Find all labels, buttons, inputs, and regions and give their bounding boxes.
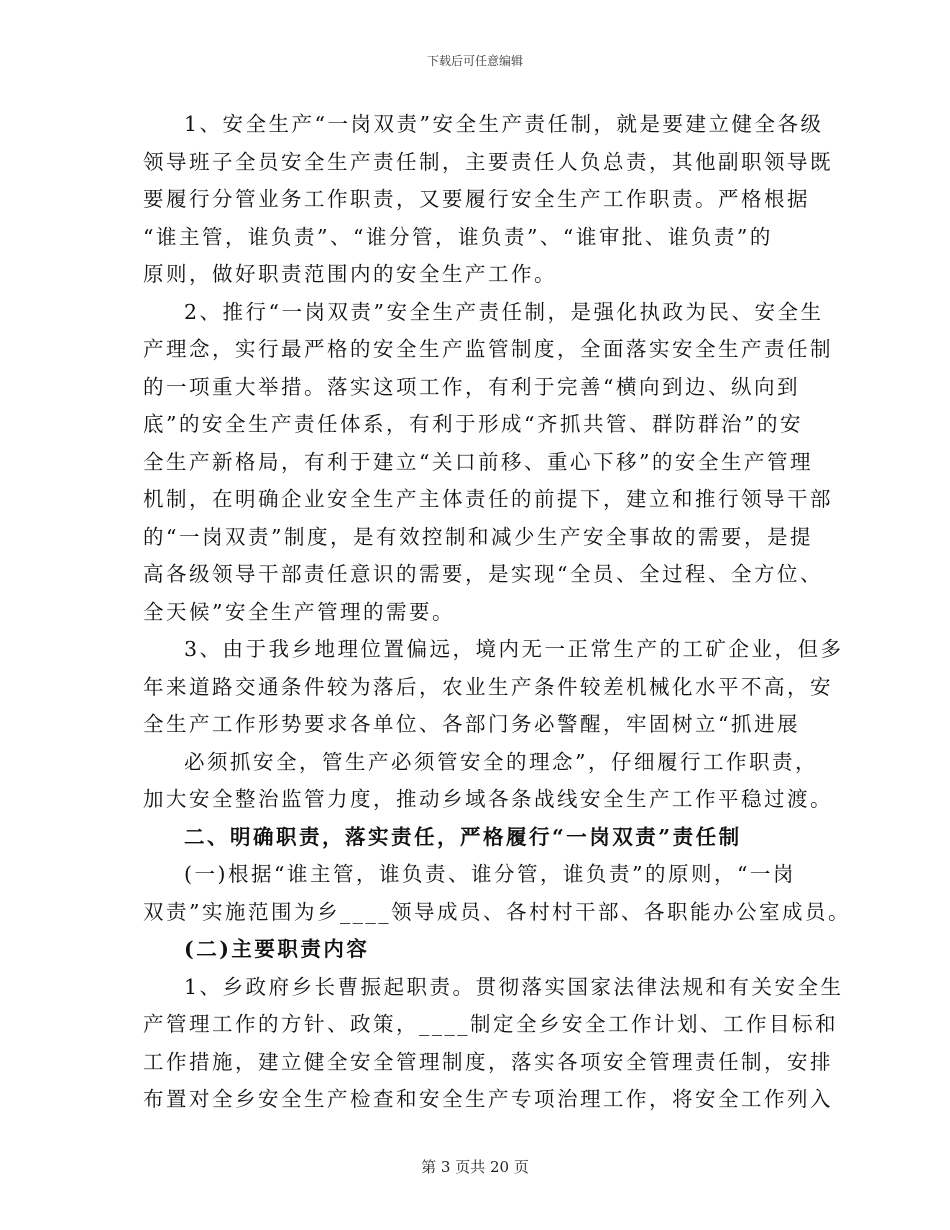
heading-line: 二、明确职责，落实责任，严格履行“一岗双责”责任制 [184, 824, 742, 849]
text-line: 领导班子全员安全生产责任制，主要责任人负总责，其他副职领导既 [143, 149, 833, 174]
text-line: 必须抓安全，管生产必须管安全的理念”，仔细履行工作职责， [184, 749, 818, 774]
paragraph-3 [143, 631, 844, 819]
section-heading [143, 819, 811, 857]
page-number: 第 3 页共 20 页 [421, 1158, 529, 1176]
text-line: 高各级领导干部责任意识的需要，是实现“全员、全过程、全方位、 [143, 562, 823, 586]
text-line: 布置对全乡安全生产检查和安全生产专项治理工作，将安全工作列入 [143, 1087, 833, 1111]
text-line: 的一项重大举措。落实这项工作，有利于完善“横向到边、纵向到 [143, 374, 800, 399]
paragraph-sub-1 [143, 856, 851, 931]
text-line: 3、由于我乡地理位置偏远，境内无一正常生产的工矿企业，但多 [184, 637, 844, 661]
text-line: 原则，做好职责范围内的安全生产工作。 [143, 262, 557, 286]
text-line: 全生产工作形势要求各单位、各部门务必警醒，牢固树立“抓进展 [143, 712, 800, 736]
text-line: 的“一岗双责”制度，是有效控制和减少生产安全事故的需要，是提 [143, 524, 813, 549]
text-line: 全生产新格局，有利于建立“关口前移、重心下移”的安全生产管理 [143, 449, 813, 474]
paragraph-duty-1 [143, 969, 844, 1119]
paragraph-2 [143, 294, 833, 632]
text-line: 1、乡政府乡长曹振起职责。贯彻落实国家法律法规和有关安全生 [184, 974, 844, 999]
text-line: 要履行分管业务工作职责，又要履行安全生产工作职责。严格根据 [143, 187, 810, 211]
text-line: 底”的安全生产责任体系，有利于形成“齐抓共管、群防群治”的安 [143, 412, 803, 436]
text-line: 全天候”安全生产管理的需要。 [143, 599, 455, 624]
paragraph-1 [143, 106, 833, 294]
heading-line: (二)主要职责内容 [184, 937, 370, 961]
text-line: 工作措施，建立健全安全管理制度，落实各项安全管理责任制，安排 [143, 1049, 833, 1074]
header-note: 下载后可任意编辑 [426, 54, 523, 68]
text-line: 加大安全整治监管力度，推动乡域各条战线安全生产工作平稳过渡。 [143, 787, 833, 811]
document-body [143, 106, 851, 1119]
text-line: (一)根据“谁主管，谁负责、谁分管，谁负责”的原则，“一岗 [184, 862, 796, 886]
text-line: “谁主管，谁负责”、“谁分管，谁负责”、“谁审批、谁负责”的 [143, 224, 773, 249]
text-line: 双责”实施范围为乡____领导成员、各村村干部、各职能办公室成员。 [143, 899, 851, 924]
text-line: 机制，在明确企业安全生产主体责任的前提下，建立和推行领导干部 [143, 487, 833, 511]
text-line: 2、推行“一岗双责”安全生产责任制，是强化执政为民、安全生 [184, 299, 824, 324]
subsection-heading [143, 931, 811, 969]
text-line: 产理念，实行最严格的安全生产监管制度，全面落实安全生产责任制 [143, 337, 833, 361]
text-line: 1、安全生产“一岗双责”安全生产责任制，就是要建立健全各级 [184, 112, 824, 136]
text-line: 产管理工作的方针、政策，____制定全乡安全工作计划、工作目标和 [143, 1012, 838, 1036]
text-line: 年来道路交通条件较为落后，农业生产条件较差机械化水平不高，安 [143, 674, 833, 699]
